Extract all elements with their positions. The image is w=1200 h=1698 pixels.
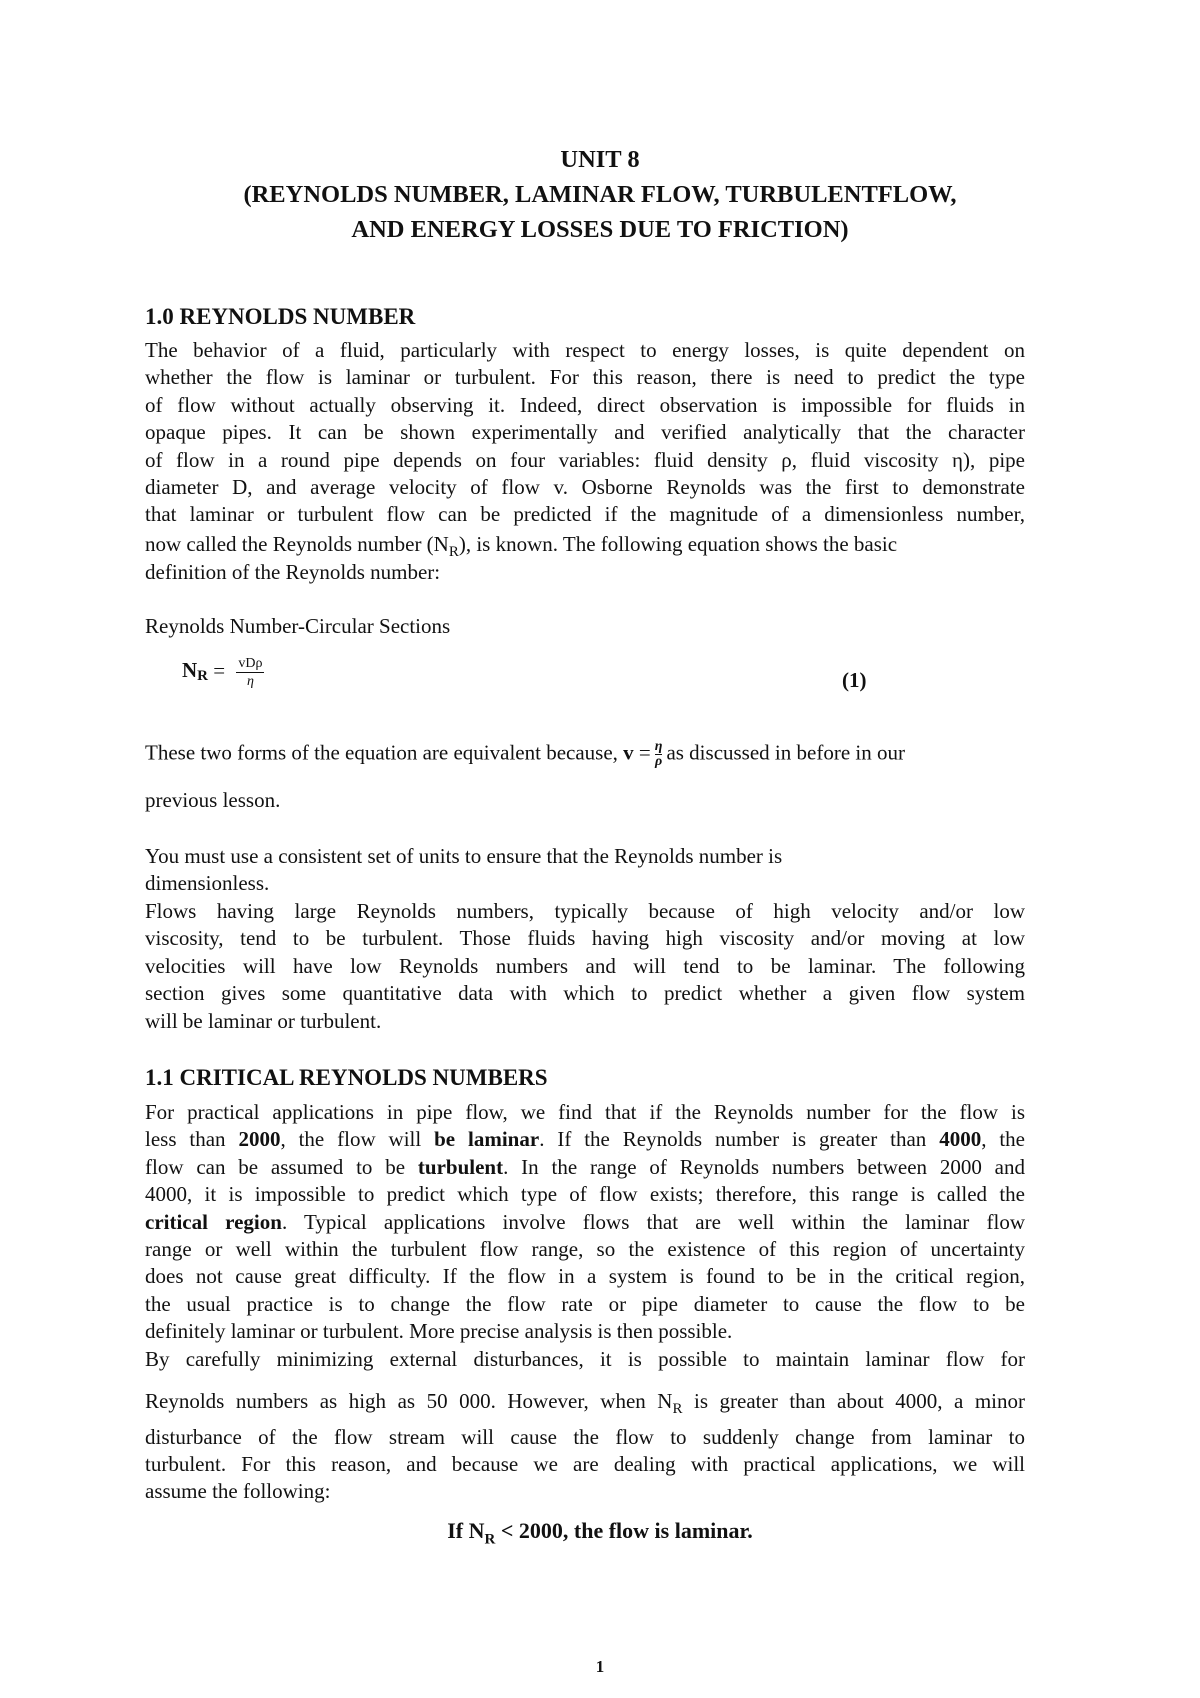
text-line: previous lesson. xyxy=(145,788,281,812)
text-line: You must use a consistent set of units to ensure that the Reynolds number is xyxy=(145,844,783,868)
laminar-rule xyxy=(140,1518,1060,1548)
page-number: 1 xyxy=(595,1657,605,1676)
text-fragment: . If the Reynolds number is greater than xyxy=(539,1127,940,1152)
section-heading-reynolds-number: 1.0 REYNOLDS NUMBER xyxy=(145,304,416,329)
text-fragment: is greater than about 4000, a minor xyxy=(682,1389,1025,1413)
text-fragment: , the flow will xyxy=(280,1127,435,1152)
text-line: section gives some quantitative data with which to predict whether a given flow system xyxy=(145,981,1025,1006)
text-line xyxy=(145,1388,1025,1424)
text-line xyxy=(145,1209,1025,1236)
fraction-numerator: η xyxy=(654,739,663,754)
text-line: velocities will have low Reynolds numbers and will tend to be laminar. The following xyxy=(145,953,1025,978)
subscript: R xyxy=(448,544,459,561)
text-line: disturbance of the flow stream will cause the flow to suddenly change from laminar to xyxy=(145,1424,1025,1449)
text-line: The behavior of a fluid, particularly with respect to energy losses, is quite dependent on xyxy=(145,338,1025,362)
text-line: 4000, it is impossible to predict which type of flow exists; therefore, this range is called the xyxy=(145,1182,1025,1207)
text-fragment: Reynolds numbers as high as 50 000. However, when N xyxy=(145,1389,673,1413)
text-line: definitely laminar or turbulent. More precise analysis is then possible. xyxy=(145,1319,733,1344)
paragraph-consistent-units xyxy=(145,843,1025,898)
fraction-numerator: vDρ xyxy=(238,656,263,671)
variable-v: v xyxy=(623,740,634,765)
text-line xyxy=(145,1154,1025,1181)
text-line: of flow in a round pipe depends on four variables: fluid density ρ, fluid viscosity η), pipe xyxy=(145,447,1025,472)
text-line: range or well within the turbulent flow range, so the existence of this region of uncertainty xyxy=(145,1237,1025,1262)
bold-value: 2000 xyxy=(238,1127,281,1152)
subscript: R xyxy=(197,668,209,685)
paragraph-flow-types xyxy=(145,898,1025,1035)
equation-number: (1) xyxy=(842,668,867,692)
text-line: viscosity, tend to be turbulent. Those fluids having high viscosity and/or moving at low xyxy=(145,926,1025,951)
text-line: diameter D, and average velocity of flow v. Osborne Reynolds was the first to demonstrate xyxy=(145,475,1025,500)
text-fragment: flow can be assumed to be xyxy=(145,1154,418,1179)
text-fragment: . In the range of Reynolds numbers between 2000 and xyxy=(503,1154,1026,1179)
paragraph-laminar-threshold xyxy=(145,1388,1025,1506)
equals-sign: = xyxy=(638,740,651,765)
text-fragment: These two forms of the equation are equivalent because, xyxy=(145,740,618,765)
text-line: whether the flow is laminar or turbulent. For this reason, there is need to predict the type xyxy=(145,365,1025,390)
reynolds-equation xyxy=(182,655,264,690)
text-line: of flow without actually observing it. Indeed, direct observation is impossible for fluids in xyxy=(145,392,1025,417)
paragraph-critical-reynolds xyxy=(145,1099,1025,1373)
bold-term: critical region xyxy=(145,1209,282,1234)
text-line: By carefully minimizing external disturbances, it is possible to maintain laminar flow for xyxy=(145,1346,1025,1371)
equation-symbol: N xyxy=(182,658,198,683)
text-line-equivalence xyxy=(145,740,905,769)
bold-term: be laminar xyxy=(434,1127,540,1152)
text-line: For practical applications in pipe flow, we find that if the Reynolds number for the flow is xyxy=(145,1100,1025,1124)
text-line: dimensionless. xyxy=(145,871,270,896)
text-line: that laminar or turbulent flow can be predicted if the magnitude of a dimensionless number, xyxy=(145,502,1025,527)
text-line: definition of the Reynolds number: xyxy=(145,560,441,584)
text-line-reynolds-symbol xyxy=(145,532,897,561)
text-fragment: as discussed in before in our xyxy=(666,740,905,765)
text-line: opaque pipes. It can be shown experimentally and verified analytically that the character xyxy=(145,420,1025,445)
text-line: assume the following: xyxy=(145,1479,331,1504)
text-fragment: < 2000, the flow is laminar. xyxy=(495,1518,753,1543)
unit-title xyxy=(140,142,1060,247)
subscript: R xyxy=(484,1531,496,1548)
bold-value: 4000 xyxy=(939,1127,982,1152)
paragraph-reynolds-intro xyxy=(145,337,1025,529)
text-fragment: now called the Reynolds number (N xyxy=(145,532,449,556)
text-line: does not cause great difficulty. If the flow in a system is found to be in the critical region, xyxy=(145,1264,1025,1289)
title-line-3: AND ENERGY LOSSES DUE TO FRICTION) xyxy=(351,216,849,243)
section-heading-critical-reynolds: 1.1 CRITICAL REYNOLDS NUMBERS xyxy=(145,1065,548,1090)
subheading-circular-sections: Reynolds Number-Circular Sections xyxy=(145,614,451,638)
text-fragment: . Typical applications involve flows that are well within the laminar flow xyxy=(281,1209,1025,1234)
fraction-denominator: η xyxy=(246,674,254,689)
title-line-2: (REYNOLDS NUMBER, LAMINAR FLOW, TURBULENTFLOW, xyxy=(243,181,957,208)
text-line: the usual practice is to change the flow rate or pipe diameter to cause the flow to be xyxy=(145,1291,1025,1316)
inline-fraction xyxy=(655,740,663,769)
bold-term: turbulent xyxy=(417,1154,504,1179)
text-fragment: , the xyxy=(981,1127,1025,1152)
fraction-denominator: ρ xyxy=(654,754,663,769)
text-fragment: If N xyxy=(447,1518,485,1543)
text-fragment: less than xyxy=(145,1127,239,1152)
text-fragment: ), is known. The following equation shows the basic xyxy=(458,532,898,556)
text-line: turbulent. For this reason, and because we are dealing with practical applications, we will xyxy=(145,1452,1025,1476)
text-line: will be laminar or turbulent. xyxy=(145,1008,382,1033)
title-line-1: UNIT 8 xyxy=(560,146,640,173)
text-line xyxy=(145,1126,1025,1153)
equation-lhs xyxy=(182,658,209,685)
equals-sign: = xyxy=(213,658,226,683)
text-line: Flows having large Reynolds numbers, typically because of high velocity and/or low xyxy=(145,899,1025,923)
subscript: R xyxy=(672,1401,683,1418)
equation-fraction xyxy=(236,655,264,690)
